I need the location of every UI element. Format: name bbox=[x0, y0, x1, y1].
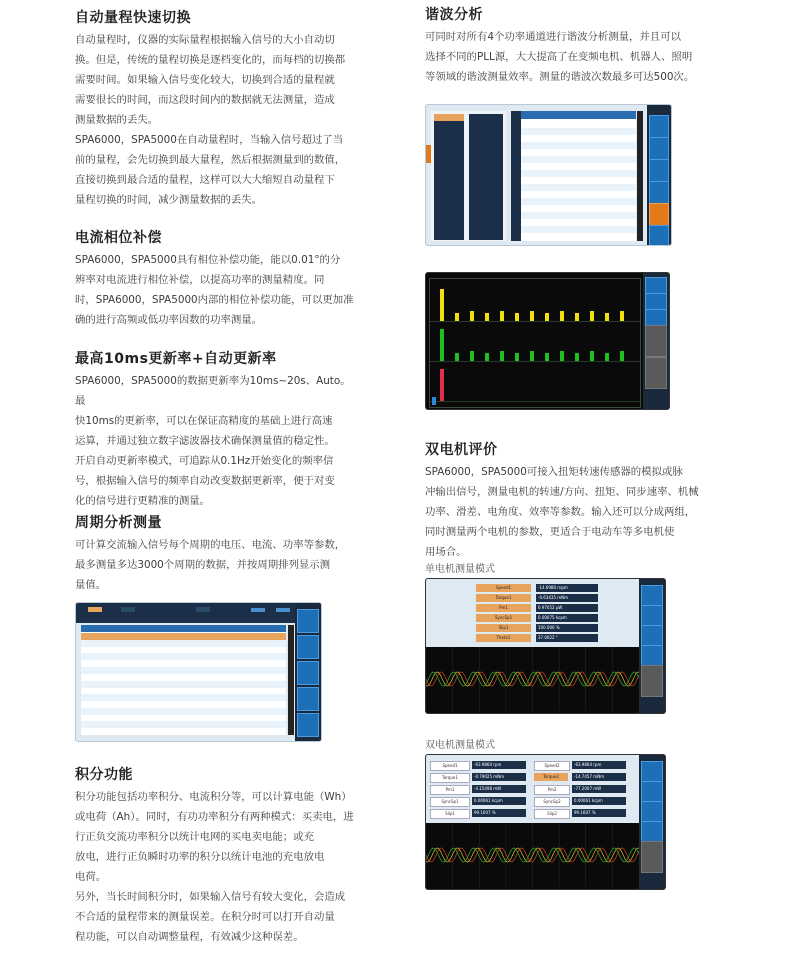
paragraph-line: 需要时间。如果输入信号变化较大，切换到合适的量程就 bbox=[75, 74, 335, 86]
harmonic-bar bbox=[470, 351, 474, 361]
field-value: 37.0022 ° bbox=[536, 634, 598, 642]
field-value: -63.9864 rpm bbox=[572, 761, 626, 769]
harmonic-bar-chart bbox=[429, 278, 641, 408]
table-row bbox=[511, 212, 636, 219]
field-value: 100.000 % bbox=[536, 624, 598, 632]
harmonic-bar bbox=[560, 311, 564, 321]
field-value: -63.9860 rpm bbox=[472, 761, 526, 769]
field-label: Slip1 bbox=[476, 624, 531, 632]
harmonic-bar bbox=[440, 289, 444, 321]
table-row bbox=[511, 205, 636, 212]
section-title: 最高10ms更新率+自动更新率 bbox=[75, 351, 277, 367]
section-title: 电流相位补偿 bbox=[75, 230, 162, 246]
section-title: 自动量程快速切换 bbox=[75, 10, 191, 26]
paragraph-line: 冲输出信号，测量电机的转速/方向、扭矩、同步速率、机械 bbox=[425, 486, 699, 498]
side-menu bbox=[647, 105, 671, 245]
paragraph-line: 时，SPA6000，SPA5000内部的相位补偿功能，可以更加准 bbox=[75, 294, 354, 306]
side-menu-button[interactable] bbox=[297, 687, 319, 711]
side-menu-button[interactable] bbox=[649, 115, 669, 139]
cycle-table bbox=[81, 625, 286, 735]
harmonic-bar bbox=[620, 351, 624, 361]
setting-label bbox=[434, 233, 464, 240]
paragraph-line: 量值。 bbox=[75, 579, 107, 591]
setting-label bbox=[434, 135, 464, 142]
harmonic-bar bbox=[575, 353, 579, 361]
setting-label bbox=[434, 156, 464, 163]
paragraph-line: 积分功能包括功率积分、电流积分等，可以计算电能（Wh） bbox=[75, 791, 352, 803]
table-row bbox=[511, 219, 636, 226]
field-label: SyncSp1 bbox=[430, 797, 470, 807]
paragraph-line: 确的进行高频或低功率因数的功率测量。 bbox=[75, 314, 263, 326]
paragraph-line: 换。但是，传统的量程切换是逐档变化的，而每档的切换都 bbox=[75, 54, 346, 66]
field-value: 0.00075 kcpm bbox=[536, 614, 598, 622]
table-row bbox=[511, 121, 636, 128]
paragraph-line: 行正负交流功率积分以统计电网的买电卖电能；或充 bbox=[75, 831, 314, 843]
paragraph-line: 直接切换到最合适的量程，这样可以大大缩短自动量程下 bbox=[75, 174, 335, 186]
field-value: 0.97052 µW bbox=[536, 604, 598, 612]
section-update-rate bbox=[75, 349, 360, 511]
side-menu-button[interactable] bbox=[297, 609, 319, 633]
field-label: SyncSp2 bbox=[534, 797, 570, 807]
single-waveform bbox=[426, 647, 639, 711]
harmonic-bar bbox=[485, 353, 489, 361]
paragraph-line: 可计算交流输入信号每个周期的电压、电流、功率等参数， bbox=[75, 539, 346, 551]
setting-value[interactable] bbox=[469, 212, 503, 219]
paragraph-line: 开启自动更新率模式，可追踪从0.1Hz开始变化的频率信 bbox=[75, 455, 334, 467]
harmonic-bar bbox=[575, 313, 579, 321]
paragraph-line: 功率、滑差、电角度、效率等参数。输入还可以分成两组， bbox=[425, 506, 696, 518]
paragraph-line: 可同时对所有4个功率通道进行谐波分析测量，并且可以 bbox=[425, 31, 681, 43]
side-menu-button[interactable] bbox=[297, 635, 319, 659]
harmonic-bar bbox=[500, 351, 504, 361]
setting-label bbox=[434, 226, 464, 233]
setting-value[interactable] bbox=[469, 142, 503, 149]
field-label: Pm2 bbox=[534, 785, 570, 795]
field-label: Speed1 bbox=[430, 761, 470, 771]
side-menu-slot[interactable] bbox=[641, 665, 663, 697]
paragraph-line: 同时测量两个电机的参数，更适合于电动车等多电机使 bbox=[425, 526, 675, 538]
harmonic-bar bbox=[455, 313, 459, 321]
harmonic-bar bbox=[485, 313, 489, 321]
paragraph-line: 等领域的谐波测量效率。测量的谐波次数最多可达500次。 bbox=[425, 71, 695, 83]
table-row bbox=[511, 184, 636, 191]
setting-label bbox=[434, 219, 464, 226]
setting-label bbox=[434, 198, 464, 205]
paragraph-line: 前的量程，会先切换到最大量程，然后根据测量到的数值， bbox=[75, 154, 346, 166]
channel-marker bbox=[432, 397, 436, 405]
setting-value[interactable] bbox=[469, 114, 503, 121]
section-title: 周期分析测量 bbox=[75, 515, 162, 531]
harmonic-bar bbox=[530, 311, 534, 321]
side-menu bbox=[639, 755, 665, 889]
setting-value[interactable] bbox=[469, 226, 503, 233]
setting-value[interactable] bbox=[469, 156, 503, 163]
table-header bbox=[81, 625, 286, 632]
paragraph-line: 测量数据的丢失。 bbox=[75, 114, 159, 126]
setting-value[interactable] bbox=[469, 121, 503, 128]
dual-motor-fields bbox=[426, 755, 639, 823]
table-row bbox=[511, 156, 636, 163]
paragraph-line: 快10ms的更新率，可以在保证高精度的基础上进行高速 bbox=[75, 415, 333, 427]
section-title: 积分功能 bbox=[75, 767, 133, 783]
field-label: Pm1 bbox=[430, 785, 470, 795]
harmonic-bar bbox=[470, 311, 474, 321]
waveform-plot bbox=[426, 823, 639, 887]
table-row bbox=[511, 128, 636, 135]
table-row bbox=[511, 163, 636, 170]
field-label: Torque1 bbox=[476, 594, 531, 602]
setting-label bbox=[434, 128, 464, 135]
side-menu-slot[interactable] bbox=[645, 357, 667, 389]
setting-label bbox=[434, 191, 464, 198]
grid-line bbox=[430, 401, 640, 402]
setting-label bbox=[434, 205, 464, 212]
paragraph-line: 量程切换的时间，减少测量数据的丢失。 bbox=[75, 194, 263, 206]
section-phase bbox=[75, 228, 360, 330]
table-row bbox=[511, 233, 636, 240]
table-row bbox=[511, 135, 636, 142]
field-value: -77.2007 mW bbox=[572, 785, 626, 793]
setting-label bbox=[434, 212, 464, 219]
harmonic-bar bbox=[455, 353, 459, 361]
side-menu-button[interactable] bbox=[297, 713, 319, 737]
harmonic-bar bbox=[605, 313, 609, 321]
paragraph-line: 放电，进行正负瞬时功率的积分以统计电池的充电放电 bbox=[75, 851, 325, 863]
harmonic-settings bbox=[431, 111, 506, 241]
table-row bbox=[511, 149, 636, 156]
paragraph-line: 自动量程时，仪器的实际量程根据输入信号的大小自动切 bbox=[75, 34, 335, 46]
setting-value[interactable] bbox=[469, 191, 503, 198]
setting-label bbox=[434, 163, 464, 170]
setting-label bbox=[434, 114, 464, 121]
paragraph-line: 另外，当长时间积分时，如果输入信号有较大变化，会造成 bbox=[75, 891, 346, 903]
harmonic-bar bbox=[605, 353, 609, 361]
dual-waveform bbox=[426, 823, 639, 887]
field-label: Speed2 bbox=[534, 761, 570, 771]
paragraph-line: 电荷。 bbox=[75, 871, 107, 883]
harmonic-bar bbox=[530, 351, 534, 361]
setting-value[interactable] bbox=[469, 205, 503, 212]
paragraph-line: 号，根据输入信号的频率自动改变数据更新率，便于对变 bbox=[75, 475, 335, 487]
setting-label bbox=[434, 170, 464, 177]
setting-value[interactable] bbox=[469, 198, 503, 205]
side-menu-button[interactable] bbox=[297, 661, 319, 685]
harmonic-bar-screenshot bbox=[425, 272, 670, 410]
paragraph-line: 不合适的量程带来的测量误差。在积分时可以打开自动量 bbox=[75, 911, 335, 923]
field-label: Speed1 bbox=[476, 584, 531, 592]
grid-line bbox=[430, 361, 640, 362]
table-row bbox=[511, 198, 636, 205]
paragraph-line: 用场合。 bbox=[425, 546, 467, 558]
paragraph-line: 或电荷（Ah）。同时，有功功率积分有两种模式：买卖电，进 bbox=[75, 811, 354, 823]
harmonic-bar bbox=[515, 313, 519, 321]
paragraph-line: 需要很长的时间，而这段时间内的数据就无法测量，造成 bbox=[75, 94, 335, 106]
paragraph-line: SPA6000，SPA5000可接入扭矩转速传感器的模拟或脉 bbox=[425, 466, 683, 478]
waveform-plot bbox=[426, 647, 639, 711]
side-menu bbox=[643, 273, 669, 409]
setting-value[interactable] bbox=[469, 177, 503, 184]
side-menu bbox=[639, 579, 665, 713]
setting-label bbox=[434, 177, 464, 184]
field-value: -4.15498 mW bbox=[472, 785, 526, 793]
field-label: Slip1 bbox=[430, 809, 470, 819]
field-value: 0.00061 kcpm bbox=[572, 797, 626, 805]
harmonic-bar bbox=[545, 313, 549, 321]
paragraph-line: SPA6000，SPA5000的数据更新率为10ms~20s、Auto。最 bbox=[75, 375, 351, 407]
section-motor bbox=[425, 440, 715, 562]
paragraph-line: 程功能，可以自动调整量程，有效减少这种误差。 bbox=[75, 931, 304, 943]
setting-value[interactable] bbox=[469, 135, 503, 142]
side-menu-button[interactable] bbox=[649, 203, 669, 227]
setting-label bbox=[434, 149, 464, 156]
setting-label bbox=[434, 142, 464, 149]
field-label: Torque1 bbox=[430, 773, 470, 783]
setting-value[interactable] bbox=[469, 219, 503, 226]
single-motor-screenshot bbox=[425, 578, 666, 714]
harmonic-bar bbox=[545, 353, 549, 361]
harmonic-bar bbox=[440, 369, 444, 401]
setting-value[interactable] bbox=[469, 149, 503, 156]
setting-value[interactable] bbox=[469, 128, 503, 135]
grid-line bbox=[430, 321, 640, 322]
field-label: SyncSp1 bbox=[476, 614, 531, 622]
setting-label bbox=[434, 184, 464, 191]
side-menu-button[interactable] bbox=[649, 159, 669, 183]
cycle-analysis-screenshot bbox=[75, 602, 322, 742]
field-value: 0.00061 kcpm bbox=[472, 797, 526, 805]
side-menu-slot[interactable] bbox=[641, 841, 663, 873]
harmonic-bar bbox=[500, 311, 504, 321]
field-value: -0.79025 mNm bbox=[472, 773, 526, 781]
paragraph-line: 选择不同的PLL源，大大提高了在变频电机、机器人、照明 bbox=[425, 51, 693, 63]
harmonic-table bbox=[511, 111, 636, 241]
single-motor-fields bbox=[426, 579, 639, 647]
field-value: 99.1607 % bbox=[572, 809, 626, 817]
setting-value[interactable] bbox=[469, 170, 503, 177]
dual-motor-caption: 双电机测量模式 bbox=[425, 740, 495, 751]
side-menu-slot[interactable] bbox=[645, 325, 667, 357]
paragraph-line: SPA6000，SPA5000具有相位补偿功能，能以0.01°的分 bbox=[75, 254, 341, 266]
field-value: -14.7457 mNm bbox=[572, 773, 626, 781]
field-value: 99.1607 % bbox=[472, 809, 526, 817]
harmonic-bar bbox=[590, 351, 594, 361]
section-title: 谐波分析 bbox=[425, 7, 483, 23]
harmonic-bar bbox=[515, 353, 519, 361]
order-column bbox=[511, 111, 521, 241]
table-row bbox=[511, 142, 636, 149]
paragraph-line: 运算，并通过独立数字滤波器技术确保测量值的稳定性。 bbox=[75, 435, 335, 447]
table-row bbox=[511, 226, 636, 233]
setting-label bbox=[434, 121, 464, 128]
harmonic-bar bbox=[560, 351, 564, 361]
field-value: -0.63435 mNm bbox=[536, 594, 598, 602]
section-cycle bbox=[75, 513, 360, 595]
side-menu-button[interactable] bbox=[649, 137, 669, 161]
section-autorange bbox=[75, 8, 360, 210]
table-row bbox=[511, 177, 636, 184]
setting-value[interactable] bbox=[469, 184, 503, 191]
table-row bbox=[511, 191, 636, 198]
side-menu-button[interactable] bbox=[649, 225, 669, 246]
setting-value[interactable] bbox=[469, 163, 503, 170]
paragraph-line: 最多测量多达3000个周期的数据，并按周期排列显示测 bbox=[75, 559, 331, 571]
paragraph-line: 化的信号进行更精准的测量。 bbox=[75, 495, 211, 507]
field-value: -14.6980 rnpm bbox=[536, 584, 598, 592]
section-integration bbox=[75, 765, 360, 947]
field-label: Theta1 bbox=[476, 634, 531, 642]
table-header bbox=[511, 111, 636, 119]
paragraph-line: 辨率对电流进行相位补偿，以提高功率的测量精度。同 bbox=[75, 274, 325, 286]
side-menu bbox=[295, 603, 321, 741]
field-label: Pm1 bbox=[476, 604, 531, 612]
table-row bbox=[81, 728, 286, 735]
harmonic-table-screenshot bbox=[425, 104, 672, 246]
section-harmonic bbox=[425, 5, 715, 87]
harmonic-bar bbox=[590, 311, 594, 321]
field-label: Slip2 bbox=[534, 809, 570, 819]
single-motor-caption: 单电机测量模式 bbox=[425, 564, 495, 575]
paragraph-line: SPA6000，SPA5000在自动量程时，当输入信号超过了当 bbox=[75, 134, 344, 146]
harmonic-bar bbox=[440, 329, 444, 361]
table-row bbox=[511, 170, 636, 177]
setting-value[interactable] bbox=[469, 233, 503, 240]
section-title: 双电机评价 bbox=[425, 442, 498, 458]
dual-motor-screenshot bbox=[425, 754, 666, 890]
harmonic-bar bbox=[620, 311, 624, 321]
side-menu-button[interactable] bbox=[649, 181, 669, 205]
field-label: Torque2 bbox=[534, 773, 568, 781]
